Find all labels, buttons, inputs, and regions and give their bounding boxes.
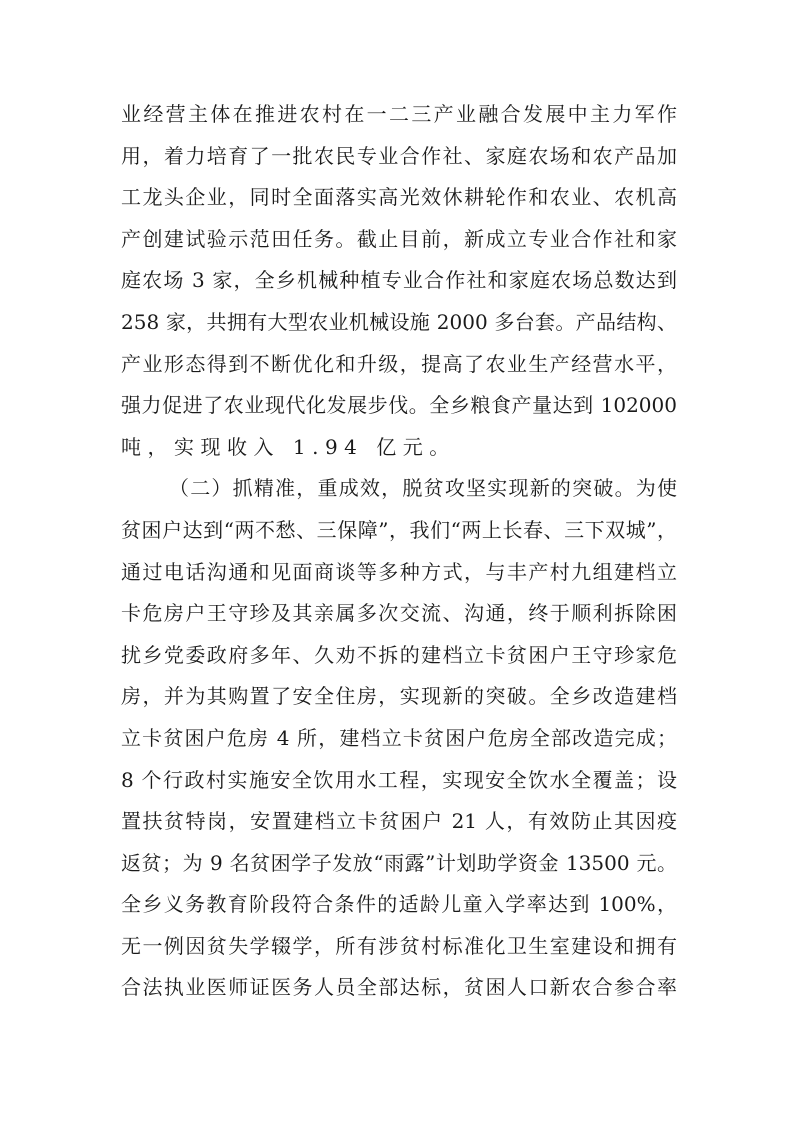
text-line: 全乡义务教育阶段符合条件的适龄儿童入学率达到 100%， <box>121 892 677 917</box>
text-line: 置扶贫特岗，安置建档立卡贫困户 21 人，有效防止其因疫 <box>121 809 677 834</box>
text-line: 吨，实现收入 1.94 亿元。 <box>121 434 456 459</box>
text-line: 扰乡党委政府多年、久劝不拆的建档立卡贫困户王守珍家危 <box>121 642 677 667</box>
text-line: 业经营主体在推进农村在一二三产业融合发展中主力军作 <box>121 102 677 126</box>
text-line: 无一例因贫失学辍学，所有涉贫村标准化卫生室建设和拥有 <box>121 933 677 958</box>
text-line: 房，并为其购置了安全住房，实现新的突破。全乡改造建档 <box>121 684 677 709</box>
body-text <box>121 94 677 1009</box>
section-heading-line: （二）抓精准，重成效，脱贫攻坚实现新的突破。为使 <box>169 476 677 501</box>
text-line: 8 个行政村实施安全饮用水工程，实现安全饮水全覆盖；设 <box>121 767 677 792</box>
text-line: 用，着力培育了一批农民专业合作社、家庭农场和农产品加 <box>121 143 677 168</box>
text-line: 产创建试验示范田任务。截止目前，新成立专业合作社和家 <box>121 226 677 251</box>
text-line: 卡危房户王守珍及其亲属多次交流、沟通，终于顺利拆除困 <box>121 601 677 626</box>
text-line: 返贫；为 9 名贫困学子发放“雨露”计划助学资金 13500 元。 <box>121 850 677 875</box>
text-line: 通过电话沟通和见面商谈等多种方式，与丰产村九组建档立 <box>121 559 677 584</box>
text-line: 立卡贫困户危房 4 所，建档立卡贫困户危房全部改造完成； <box>121 725 677 750</box>
text-line: 258 家，共拥有大型农业机械设施 2000 多台套。产品结构、 <box>121 309 677 334</box>
text-line: 工龙头企业，同时全面落实高光效休耕轮作和农业、农机高 <box>121 185 677 210</box>
text-line: 贫困户达到“两不愁、三保障”，我们“两上长春、三下双城”， <box>121 517 677 542</box>
text-line: 强力促进了农业现代化发展步伐。全乡粮食产量达到 102000 <box>121 393 677 418</box>
text-line: 合法执业医师证医务人员全部达标，贫困人口新农合参合率 <box>121 975 677 1000</box>
text-line: 产业形态得到不断优化和升级，提高了农业生产经营水平， <box>121 351 677 376</box>
text-line: 庭农场 3 家，全乡机械种植专业合作社和家庭农场总数达到 <box>121 268 677 293</box>
